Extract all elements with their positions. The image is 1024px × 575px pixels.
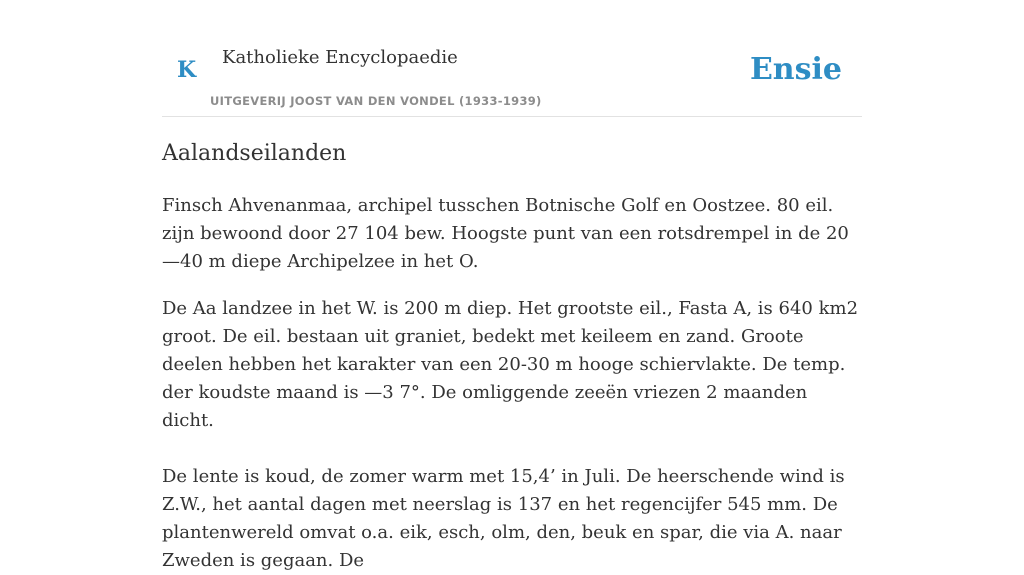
article-body	[162, 192, 862, 575]
article-paragraph: Finsch Ahvenanmaa, archipel tusschen Botnische Golf en Oostzee. 80 eil. zijn bewoond door 27 104 bew. Hoogste punt van een rotsdrempel in de 20—40 m diepe Archipelzee in het O.	[162, 195, 849, 272]
site-header	[162, 0, 862, 117]
article-paragraph: De Aa landzee in het W. is 200 m diep. Het grootste eil., Fasta A, is 640 km2 groot. De eil. bestaan uit graniet, bedekt met keileem en zand. Groote deelen hebben het karakter van een 20-30 m hooge schiervlakte. De temp. der koudste maand is —3 7°. De omliggende zeeën vriezen 2 maanden dicht.	[162, 298, 859, 431]
publisher-subtitle: UITGEVERIJ JOOST VAN DEN VONDEL (1933-1939)	[210, 94, 542, 108]
ensie-brand-link[interactable]: Ensie	[749, 52, 842, 87]
entry-title: Aalandseilanden	[162, 141, 347, 166]
logo-icon[interactable]: K	[177, 57, 197, 83]
page	[162, 0, 862, 571]
article-paragraph: De lente is koud, de zomer warm met 15,4’ in Juli. De heerschende wind is Z.W., het aantal dagen met neerslag is 137 en het regencijfer 545 mm. De plantenwereld omvat o.a. eik, esch, olm, den, beuk en spar, die via A. naar Zweden is gegaan. De	[162, 466, 845, 571]
site-title[interactable]: Katholieke Encyclopaedie	[222, 47, 458, 68]
